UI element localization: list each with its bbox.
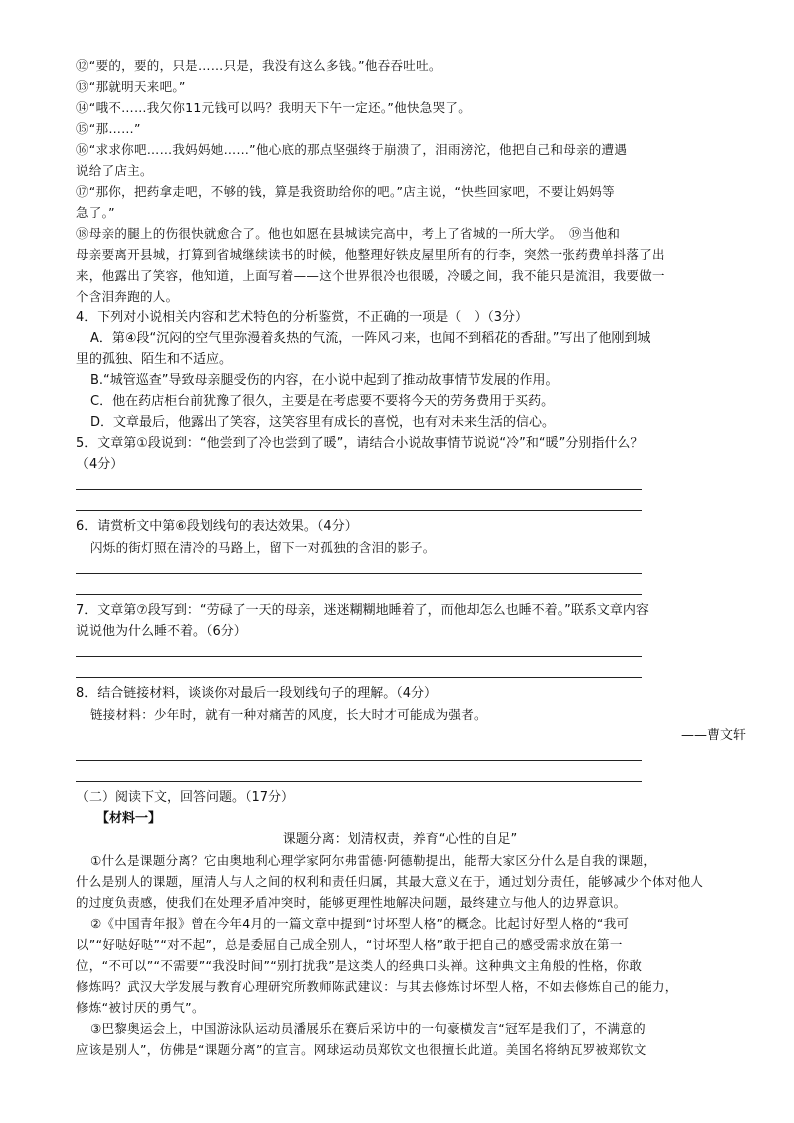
answer-line[interactable] <box>76 760 642 761</box>
story-paragraph-16-line-1: ⑯“求求你吧……我妈妈她……”他心底的那点坚强终于崩溃了，泪雨滂沱，他把自己和母亲的遭遇 <box>76 142 628 157</box>
story-paragraph-18-line-3: 来，他露出了笑容，他知道，上面写着——这个世界很冷也很暖，冷暖之间，我不能只是流泪，我要做一 <box>76 268 665 283</box>
article-paragraph-1-line-1: ①什么是课题分离？它由奥地利心理学家阿尔弗雷德·阿德勒提出，能帮大家区分什么是自我的课题， <box>90 853 657 868</box>
story-paragraph-17-line-1: ⑰“那你，把药拿走吧，不够的钱，算是我资助给你的吧。”店主说，“快些回家吧，不要让妈妈等 <box>76 184 615 199</box>
story-paragraph-18-line-2: 母亲要离开县城，打算到省城继续读书的时候，他整理好铁皮屋里所有的行李，突然一张药费单抖落了出 <box>76 247 665 262</box>
answer-line[interactable] <box>76 781 642 782</box>
question-7-line-2: 说说他为什么睡不着。（6分） <box>76 624 247 639</box>
question-4-option-a-line-1: A．第④段“沉闷的空气里弥漫着炙热的气流，一阵风刁来，也闻不到稻花的香甜。”写出了他刚到城 <box>90 331 651 346</box>
question-7-line-1: 7．文章第⑦段写到：“劳碌了一天的母亲，迷迷糊糊地睡着了，而他却怎么也睡不着。”联系文章内容 <box>76 603 649 618</box>
material-1-label: 【材料一】 <box>96 811 162 826</box>
question-5-line-1: 5．文章第①段说到：“他尝到了冷也尝到了暖”，请结合小说故事情节说说“冷”和“暖”分别指什么？ <box>76 436 644 451</box>
answer-line[interactable] <box>76 677 642 678</box>
story-paragraph-15: ⑮“那……” <box>76 121 141 136</box>
answer-line[interactable] <box>76 573 642 574</box>
question-8-link-material: 链接材料：少年时，就有一种对痛苦的风度，长大时才可能成为强者。 <box>90 707 487 722</box>
question-6-stem: 6．请赏析文中第⑥段划线句的表达效果。（4分） <box>76 519 358 534</box>
article-paragraph-2-line-3: 位，“不可以”“不需要”“我没时间”“别打扰我”是这类人的经典口头禅。这种典文主角般的性格，你敢 <box>76 958 643 973</box>
story-paragraph-17-line-2: 急了。” <box>76 205 115 220</box>
question-4-stem: 4．下列对小说相关内容和艺术特色的分析鉴赏，不正确的一项是（ ）（3分） <box>76 310 529 325</box>
question-4-option-b: B.“城管巡查”导致母亲腿受伤的内容，在小说中起到了推动故事情节发展的作用。 <box>90 373 559 388</box>
answer-line[interactable] <box>76 594 642 595</box>
story-paragraph-12: ⑫“要的，要的，只是……只是，我没有这么多钱。”他吞吞吐吐。 <box>76 58 442 73</box>
article-paragraph-2-line-4: 修炼吗？武汉大学发展与教育心理研究所教师陈武建议：与其去修炼讨坏型人格，不如去修炼自己的能力， <box>76 979 678 994</box>
question-8-stem: 8．结合链接材料，谈谈你对最后一段划线句子的理解。（4分） <box>76 686 438 701</box>
article-paragraph-2-line-1: ②《中国青年报》曾在今年4月的一篇文章中提到“讨坏型人格”的概念。比起讨好型人格的“我可 <box>90 916 630 931</box>
article-paragraph-2-line-2: 以”“好哒好哒”“对不起”，总是委屈自己成全别人，“讨坏型人格”敢于把自己的感受需求放在第一 <box>76 937 623 952</box>
article-paragraph-2-line-5: 修炼“被讨厌的勇气”。 <box>76 1000 205 1015</box>
section-2-heading: （二）阅读下文，回答问题。（17分） <box>76 790 295 805</box>
article-paragraph-3-line-1: ③巴黎奥运会上，中国游泳队运动员潘展乐在赛后采访中的一句豪横发言“冠军是我们了，不满意的 <box>90 1021 646 1036</box>
answer-line[interactable] <box>76 489 642 490</box>
answer-line[interactable] <box>76 510 642 511</box>
story-paragraph-13: ⑬“那就明天来吧。” <box>76 79 186 94</box>
story-paragraph-14: ⑭“哦不……我欠你11元钱可以吗？我明天下午一定还。”他快急哭了。 <box>76 100 472 115</box>
question-4-option-a-line-2: 里的孤独、陌生和不适应。 <box>76 352 233 367</box>
article-paragraph-3-line-2: 应该是别人”，仿佛是“课题分离”的宣言。网球运动员郑钦文也很擅长此道。美国名将纳瓦罗被郑钦文 <box>76 1042 647 1057</box>
story-paragraph-18-line-1: ⑱母亲的腿上的伤很快就愈合了。他也如愿在县城读完高中，考上了省城的一所大学。 ⑲当他和 <box>76 226 621 241</box>
article-paragraph-1-line-3: 的过度负责感，使我们在处理矛盾冲突时，能够更理性地解决问题，最终建立与他人的边界意识。 <box>76 895 627 910</box>
article-title: 课题分离：划清权责，养育“心性的自足” <box>282 832 518 847</box>
story-paragraph-18-line-4: 个含泪奔跑的人。 <box>76 289 179 304</box>
question-4-option-d: D．文章最后，他露出了笑容，这笑容里有成长的喜悦，也有对未来生活的信心。 <box>90 415 556 430</box>
question-6-quote: 闪烁的街灯照在清冷的马路上，留下一对孤独的含泪的影子。 <box>90 540 436 555</box>
question-5-line-2: （4分） <box>76 457 124 472</box>
question-4-option-c: C．他在药店柜台前犹豫了很久，主要是在考虑要不要将今天的劳务费用于买药。 <box>90 394 555 409</box>
story-paragraph-16-line-2: 说给了店主。 <box>76 163 153 178</box>
article-paragraph-1-line-2: 什么是别人的课题，厘清人与人之间的权利和责任归属，其最大意义在于，通过划分责任，能够减少个体对他人 <box>76 874 704 889</box>
question-8-link-author: ——曹文轩 <box>680 728 746 743</box>
answer-line[interactable] <box>76 656 642 657</box>
